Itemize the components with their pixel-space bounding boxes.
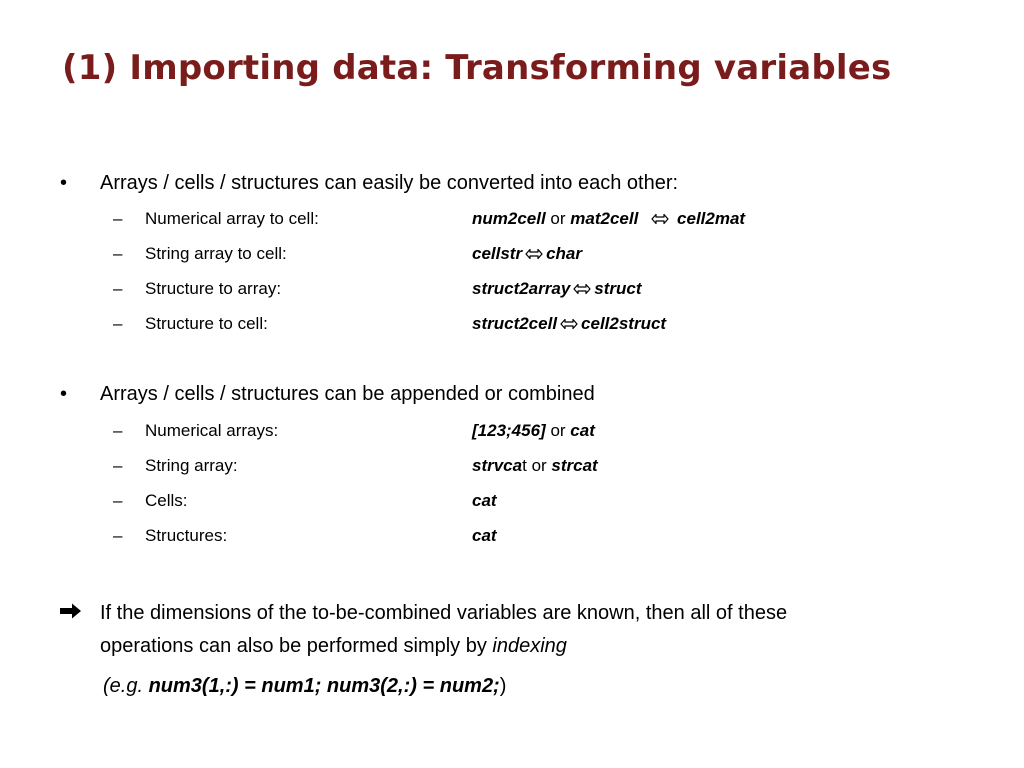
sub-item-value — [472, 278, 642, 301]
function-name: char — [546, 244, 583, 263]
sub-item-value — [472, 455, 598, 477]
note-line-1: If the dimensions of the to-be-combined variables are known, then all of these — [100, 602, 788, 624]
dash-marker: – — [113, 456, 123, 475]
double-arrow-icon — [560, 314, 578, 336]
bullet-heading-combining: Arrays / cells / structures can be appended or combined — [100, 383, 595, 405]
function-name: cellstr — [472, 244, 523, 263]
note-text: operations can also be performed simply by — [100, 635, 493, 657]
sub-item-label: Structures: — [145, 526, 228, 545]
function-name: struct2cell — [472, 314, 558, 333]
sub-item-value — [472, 208, 745, 231]
double-arrow-icon — [525, 244, 543, 266]
function-name: mat2cell — [570, 209, 639, 228]
note-example-code: num3(1,:) = num1; num3(2,:) = num2; — [148, 675, 500, 697]
function-name: cat — [472, 526, 497, 545]
bullet-heading-conversion: Arrays / cells / structures can easily be converted into each other: — [100, 172, 679, 194]
dash-marker: – — [113, 491, 123, 510]
function-name: cell2mat — [677, 209, 746, 228]
slide-title: (1) Importing data: Transforming variables — [62, 48, 892, 88]
or-text: or — [526, 456, 552, 475]
sub-item-label: Numerical array to cell: — [145, 209, 319, 228]
function-name: cell2struct — [581, 314, 667, 333]
sub-item-value — [472, 313, 666, 336]
sub-item-label: Structure to cell: — [145, 314, 268, 333]
sub-item-value — [472, 243, 582, 266]
function-name: strcat — [551, 456, 598, 475]
function-name-tail: t — [522, 456, 527, 475]
sub-item-value — [472, 525, 497, 547]
dash-marker: – — [113, 244, 123, 263]
bullet-marker: • — [60, 172, 68, 194]
sub-item-label: Numerical arrays: — [145, 421, 279, 440]
sub-item-label: Structure to array: — [145, 279, 282, 298]
note-line-3 — [103, 674, 506, 698]
sub-item-label: String array to cell: — [145, 244, 287, 263]
function-name: cat — [570, 421, 595, 440]
dash-marker: – — [113, 209, 123, 228]
double-arrow-icon — [573, 279, 591, 301]
dash-marker: – — [113, 526, 123, 545]
or-text: or — [545, 421, 571, 440]
or-text: or — [545, 209, 571, 228]
sub-item-label: String array: — [145, 456, 238, 475]
note-example-open: (e.g. — [103, 675, 149, 697]
function-name: struct2array — [472, 279, 571, 298]
note-emphasis: indexing — [492, 635, 567, 657]
sub-item-value — [472, 490, 497, 512]
note-line-2 — [100, 634, 567, 658]
dash-marker: – — [113, 421, 123, 440]
function-name: [123;456] — [472, 421, 546, 440]
sub-item-value — [472, 420, 595, 442]
dash-marker: – — [113, 279, 123, 298]
function-name: struct — [594, 279, 642, 298]
function-name: num2cell — [472, 209, 546, 228]
right-arrow-icon — [58, 601, 84, 626]
sub-item-label: Cells: — [145, 491, 188, 510]
note-example-close: ) — [499, 675, 507, 697]
dash-marker: – — [113, 314, 123, 333]
bullet-marker: • — [60, 383, 68, 405]
function-name: strvca — [472, 456, 523, 475]
double-arrow-icon — [651, 209, 669, 231]
function-name: cat — [472, 491, 497, 510]
